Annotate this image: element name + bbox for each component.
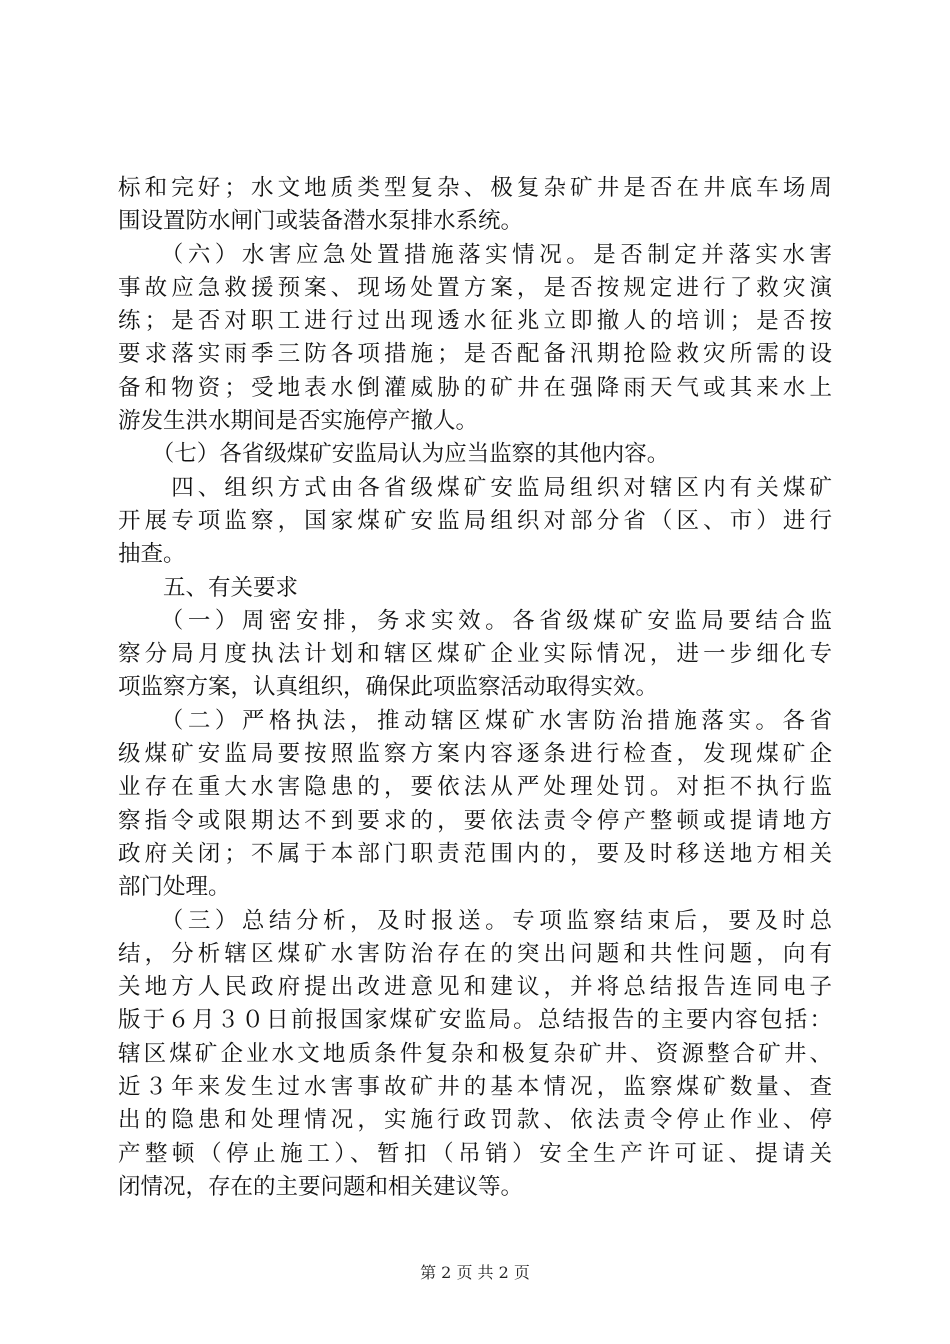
text-line: 标和完好；水文地质类型复杂、极复杂矿井是否在井底车场周 bbox=[118, 175, 832, 201]
text-line: 要求落实雨季三防各项措施；是否配备汛期抢险救灾所需的设 bbox=[118, 341, 832, 368]
text-line: 项监察方案，认真组织，确保此项监察活动取得实效。 bbox=[118, 674, 659, 701]
text-line: （一）周密安排，务求实效。各省级煤矿安监局要结合监 bbox=[118, 607, 832, 634]
text-line: （六）水害应急处置措施落实情况。是否制定并落实水害 bbox=[118, 241, 832, 268]
text-line: （三）总结分析，及时报送。专项监察结束后，要及时总 bbox=[118, 907, 832, 934]
text-line: 练；是否对职工进行过出现透水征兆立即撤人的培训；是否按 bbox=[118, 308, 832, 335]
text-line: 闭情况，存在的主要问题和相关建议等。 bbox=[118, 1173, 524, 1200]
text-line: 部门处理。 bbox=[118, 874, 231, 901]
text-line: 辖区煤矿企业水文地质条件复杂和极复杂矿井、资源整合矿井、 bbox=[118, 1040, 832, 1067]
text-line: 抽查。 bbox=[118, 541, 186, 568]
text-line: 四、组织方式由各省级煤矿安监局组织对辖区内有关煤矿 bbox=[118, 474, 832, 501]
text-line: 察指令或限期达不到要求的，要依法责令停产整顿或提请地方 bbox=[118, 807, 832, 834]
page-footer: 第 2 页 共 2 页 bbox=[420, 1263, 530, 1282]
text-line: 关地方人民政府提出改进意见和建议，并将总结报告连同电子 bbox=[118, 974, 832, 1001]
text-line: 级煤矿安监局要按照监察方案内容逐条进行检查，发现煤矿企 bbox=[118, 741, 832, 768]
text-line: 事故应急救援预案、现场处置方案，是否按规定进行了救灾演 bbox=[118, 274, 832, 301]
text-line: 游发生洪水期间是否实施停产撤人。 bbox=[118, 408, 479, 435]
text-line: （二）严格执法，推动辖区煤矿水害防治措施落实。各省 bbox=[118, 707, 832, 734]
text-line: 出的隐患和处理情况，实施行政罚款、依法责令停止作业、停 bbox=[118, 1107, 832, 1134]
text-line: 察分局月度执法计划和辖区煤矿企业实际情况，进一步细化专 bbox=[118, 641, 832, 668]
document-body bbox=[118, 172, 832, 1204]
text-line: （七）各省级煤矿安监局认为应当监察的其他内容。 bbox=[118, 441, 670, 468]
text-line: 开展专项监察，国家煤矿安监局组织对部分省（区、市）进行 bbox=[118, 507, 832, 534]
text-line: 版于６月３０日前报国家煤矿安监局。总结报告的主要内容包括： bbox=[118, 1007, 832, 1034]
text-line: 政府关闭；不属于本部门职责范围内的，要及时移送地方相关 bbox=[118, 840, 832, 867]
text-line: 备和物资；受地表水倒灌威胁的矿井在强降雨天气或其来水上 bbox=[118, 374, 832, 401]
text-line: 产整顿（停止施工）、暂扣（吊销）安全生产许可证、提请关 bbox=[118, 1140, 832, 1167]
text-line: 五、有关要求 bbox=[118, 574, 299, 601]
text-line: 近３年来发生过水害事故矿井的基本情况，监察煤矿数量、查 bbox=[118, 1074, 832, 1101]
text-line: 业存在重大水害隐患的，要依法从严处理处罚。对拒不执行监 bbox=[118, 774, 832, 801]
text-line: 结，分析辖区煤矿水害防治存在的突出问题和共性问题，向有 bbox=[118, 940, 832, 967]
text-line: 围设置防水闸门或装备潜水泵排水系统。 bbox=[118, 208, 524, 235]
